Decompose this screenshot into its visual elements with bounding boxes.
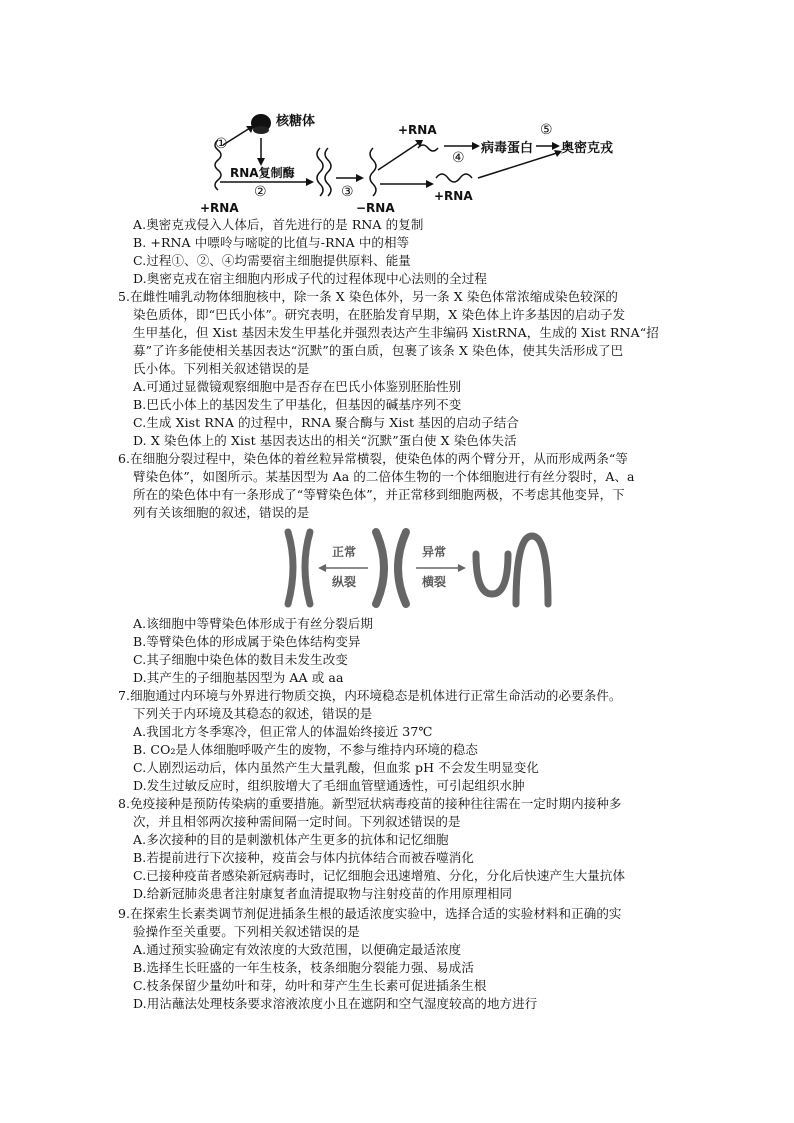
q6-stem-line: 所在的染色体中有一条形成了“等臂染色体”，并正常移到细胞两极，不考虑其他变异，下: [133, 487, 625, 502]
q5-stem-line: 氏小体。下列相关叙述错误的是: [133, 361, 310, 376]
q5-option-d: D. X 染色体上的 Xist 基因表达出的相关“沉默”蛋白使 X 染色体失活: [133, 433, 517, 448]
q8-stem-line: 8.免疫接种是预防传染病的重要措施。新型冠状病毒疫苗的接种往往需在一定时期内接种多: [118, 796, 622, 811]
q9-option-a: A.通过预实验确定有效浓度的大致范围，以便确定最适浓度: [133, 942, 462, 957]
step5-label: ⑤: [540, 122, 553, 138]
q9-stem-line: 验操作至关重要。下列相关叙述错误的是: [133, 924, 360, 939]
q7-option-a: A.我国北方冬季寒冷，但正常人的体温始终接近 37℃: [133, 724, 433, 739]
q4-option-d: D.奥密克戎在宿主细胞内形成子代的过程体现中心法则的全过程: [133, 271, 487, 286]
isochromosome-diagram: [280, 524, 552, 612]
abnormal-bottom-label: 横裂: [422, 575, 447, 589]
q5-option-c: C.生成 Xist RNA 的过程中，RNA 聚合酶与 Xist 基因的启动子结合: [133, 415, 519, 430]
isochromosome-u-icon: [476, 554, 508, 594]
q6-stem-line: 6.在细胞分裂过程中，染色体的着丝粒异常横裂，使染色体的两个臂分开，从而形成两条“等: [118, 451, 629, 466]
q7-option-c: C.人剧烈运动后，体内虽然产生大量乳酸，但血浆 pH 不会发生明显变化: [133, 760, 539, 775]
q8-option-d: D.给新冠肺炎患者注射康复者血清提取物与注射疫苗的作用原理相同: [133, 886, 513, 901]
chromosome-x-icon: [376, 532, 384, 604]
plus-rna-lower-label: +RNA: [434, 189, 473, 203]
rdrp-label: RNA复制酶: [230, 166, 295, 180]
q8-stem-line: 次，并且相邻两次接种需间隔一定时间。下列叙述错误的是: [133, 814, 461, 829]
minus-rna-strand: [370, 148, 376, 196]
step4-label: ④: [452, 150, 465, 166]
q5-option-b: B.巴氏小体上的基因发生了甲基化，但基因的碱基序列不变: [133, 397, 462, 412]
q6-stem-line: 臂染色体”，如图所示。某基因型为 Aa 的二倍体生物的一个体细胞进行有丝分裂时，A、a: [133, 469, 635, 484]
q6-option-a: A.该细胞中等臂染色体形成于有丝分裂后期: [133, 616, 374, 631]
plus-rna-bottom-label: +RNA: [200, 201, 239, 215]
q5-stem-line: 染色质体，即“巴氏小体”。研究表明，在胚胎发育早期，X 染色体上许多基因的启动子发: [133, 307, 626, 322]
q5-stem-line: 募”了许多能使相关基因表达“沉默”的蛋白质，包裹了该条 X 染色体，使其失活形成了巴: [133, 343, 624, 358]
q7-option-d: D.发生过敏反应时，组织胺增大了毛细血管壁通透性，可引起组织水肿: [133, 778, 525, 793]
isochromosome-n-icon: [516, 536, 548, 604]
q8-option-b: B.若提前进行下次接种，疫苗会与体内抗体结合而被吞噬消化: [133, 850, 474, 865]
step3-label: ③: [341, 184, 354, 200]
q7-option-b: B. CO₂是人体细胞呼吸产生的废物，不参与维持内环境的稳态: [133, 742, 478, 757]
omicron-label: 奥密克戎: [561, 141, 614, 156]
virus-protein-label: 病毒蛋白: [481, 141, 534, 156]
q9-option-b: B.选择生长旺盛的一年生枝条，枝条细胞分裂能力强、易成活: [133, 960, 474, 975]
q7-stem-line: 7.细胞通过内环境与外界进行物质交换，内环境稳态是机体进行正常生命活动的必要条件。: [118, 688, 622, 703]
q4-option-b: B. +RNA 中嘌呤与嘧啶的比值与-RNA 中的相等: [133, 235, 410, 250]
q6-option-b: B.等臂染色体的形成属于染色体结构变异: [133, 634, 361, 649]
step2-label: ②: [254, 184, 267, 200]
abnormal-top-label: 异常: [422, 545, 447, 559]
ribosome-label: 核糖体: [276, 114, 316, 129]
q4-option-c: C.过程①、②、④均需要宿主细胞提供原料、能量: [133, 253, 411, 268]
minus-rna-label: −RNA: [356, 201, 395, 215]
normal-bottom-label: 纵裂: [332, 575, 357, 589]
plus-rna-top-label: +RNA: [398, 123, 437, 137]
normal-top-label: 正常: [332, 545, 357, 559]
q5-option-a: A.可通过显微镜观察细胞中是否存在巴氏小体鉴别胚胎性别: [133, 379, 462, 394]
q6-option-d: D.其产生的子细胞基因型为 AA 或 aa: [133, 670, 344, 685]
q4-option-a: A.奥密克戎侵入人体后，首先进行的是 RNA 的复制: [133, 217, 424, 232]
q5-stem-line: 5.在雌性哺乳动物体细胞核中，除一条 X 染色体外，另一条 X 染色体常浓缩成染色较深的: [118, 289, 619, 304]
omicron-replication-diagram: [198, 100, 638, 218]
q5-stem-line: 生甲基化，但 Xist 基因未发生甲基化并强烈表达产生非编码 XistRNA，生成的 Xist RNA“招: [133, 325, 659, 340]
q9-stem-line: 9.在探索生长素类调节剂促进插条生根的最适浓度实验中，选择合适的实验材料和正确的实: [118, 906, 622, 921]
q9-option-d: D.用沾蘸法处理枝条要求溶液浓度小且在遮阴和空气湿度较高的地方进行: [133, 996, 538, 1011]
q8-option-a: A.多次接种的目的是刺激机体产生更多的抗体和记忆细胞: [133, 832, 449, 847]
q6-stem-line: 列有关该细胞的叙述，错误的是: [133, 505, 310, 520]
q6-option-c: C.其子细胞中染色体的数目未发生改变: [133, 652, 348, 667]
q8-option-c: C.已接种疫苗者感染新冠病毒时，记忆细胞会迅速增殖、分化，分化后快速产生大量抗体: [133, 868, 626, 883]
q9-option-c: C.枝条保留少量幼叶和芽，幼叶和芽产生生长素可促进插条生根: [133, 978, 487, 993]
q7-stem-line: 下列关于内环境及其稳态的叙述，错误的是: [133, 706, 373, 721]
step1-label: ①: [215, 136, 228, 152]
